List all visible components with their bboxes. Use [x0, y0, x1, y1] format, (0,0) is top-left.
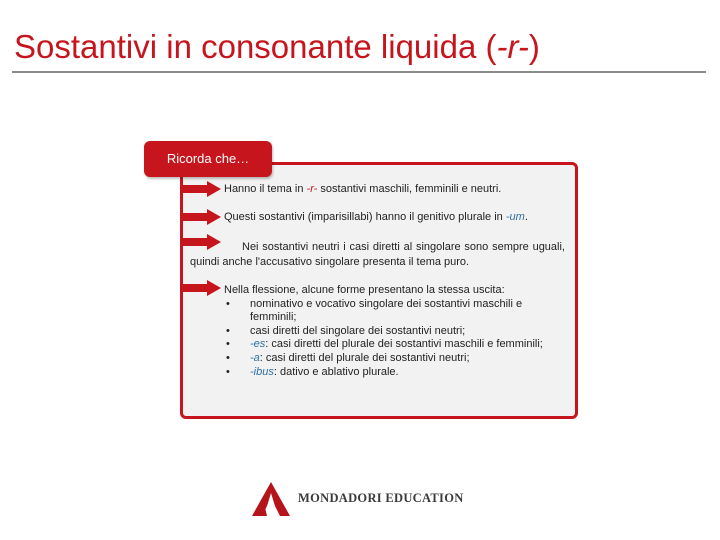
arrow-right-icon	[181, 280, 221, 296]
mondadori-logo-icon	[250, 481, 292, 517]
list-item: • -a: casi diretti del plurale dei sostantivi neutri;	[226, 351, 470, 364]
reminder-tag: Ricorda che…	[144, 141, 272, 177]
publisher-logo-text: MONDADORI EDUCATION	[298, 491, 464, 505]
slide-title	[14, 30, 540, 63]
title-italic: -r-	[496, 28, 529, 65]
title-close: )	[528, 28, 540, 65]
title-divider	[12, 71, 706, 73]
arrow-right-icon	[181, 181, 221, 197]
rule-genitivo: Questi sostantivi (imparisillabi) hanno il genitivo plurale in -um.	[224, 211, 528, 223]
list-item: • -es: casi diretti del plurale dei sostantivi maschili e femminili;	[226, 338, 543, 351]
arrow-right-icon	[181, 209, 221, 225]
flessione-list	[224, 298, 554, 380]
rule-neutri: Nei sostantivi neutri i casi diretti al singolare sono sempre uguali, quindi anche l'accusativo singolare presenta il tema puro.	[190, 241, 565, 268]
list-item: • nominativo e vocativo singolare dei sostantivi maschili e femminili;	[226, 297, 523, 324]
list-item: • -ibus: dativo e ablativo plurale.	[226, 365, 399, 378]
rule-tema: Hanno il tema in -r- sostantivi maschili, femminili e neutri.	[224, 183, 502, 195]
title-text: Sostantivi in consonante liquida (	[14, 28, 497, 65]
flessione-intro: Nella flessione, alcune forme presentano la stessa uscita:	[224, 284, 505, 296]
list-item: • casi diretti del singolare dei sostantivi neutri;	[226, 324, 466, 337]
rule-flessione	[224, 284, 554, 379]
